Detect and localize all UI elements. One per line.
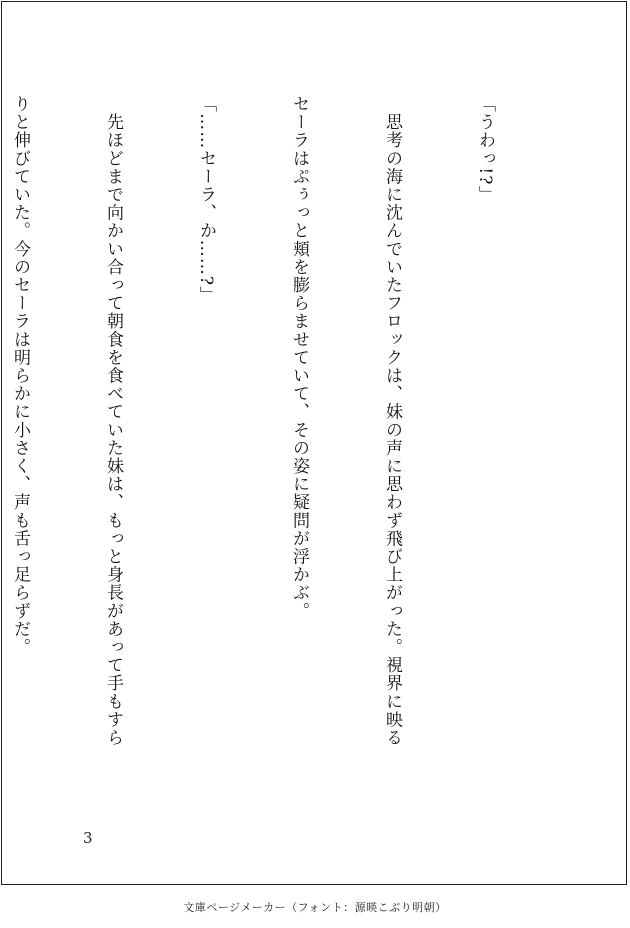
page-number: 3 <box>83 829 93 847</box>
text-line: 思考の海に沈んでいたフロックは、妹の声に思わず飛び上がった。視界に映る <box>382 95 402 747</box>
text-line: 先ほどまで向かい合って朝食を食べていた妹は、もっと身長があって手もすら <box>103 95 123 747</box>
text-line: セーラはぷぅっと頬を膨らませていて、その姿に疑問が浮かぶ。 <box>289 95 309 620</box>
text-line: 「……セーラ、か……?」 <box>196 95 216 305</box>
text-line: りと伸びていた。今のセーラは明らかに小さく、声も舌っ足らずだ。 <box>10 95 30 657</box>
page-frame <box>1 1 627 885</box>
text-line: 「うわっ!?」 <box>475 95 495 204</box>
vertical-body-text <box>0 95 562 815</box>
footer-credit: 文庫ページメーカー（フォント：源暎こぶり明朝） <box>183 901 447 914</box>
